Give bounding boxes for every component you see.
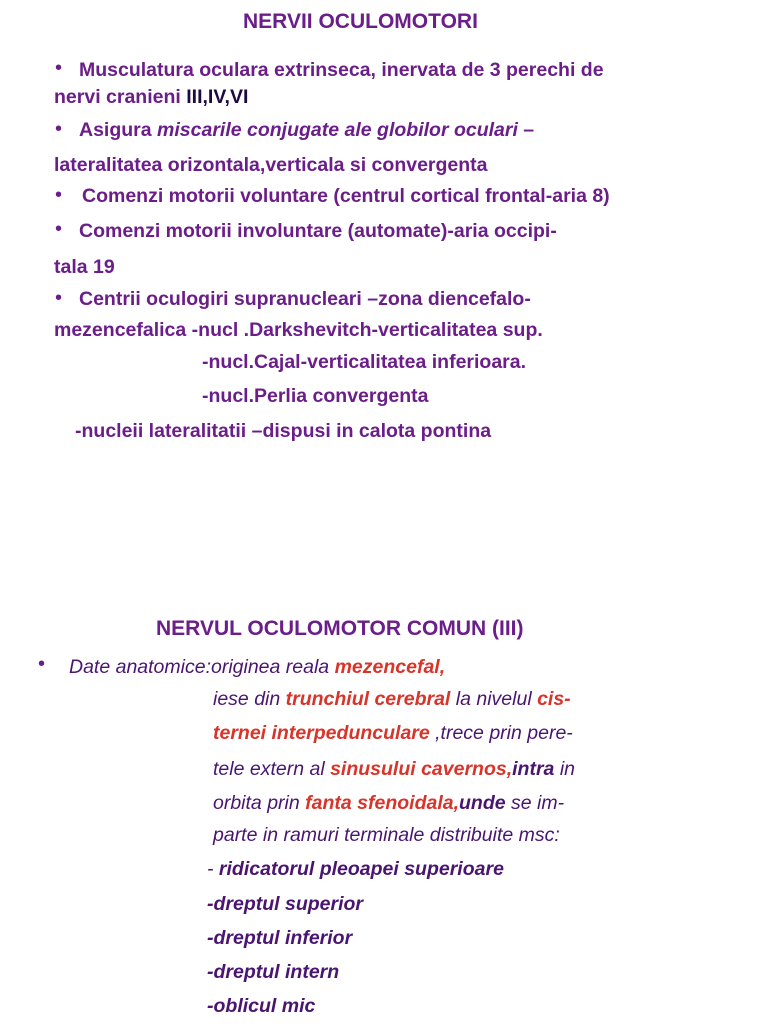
- bullet-text: Comenzi motorii voluntare (centrul cortical frontal-aria 8): [82, 185, 610, 207]
- bullet-text: Musculatura oculara extrinseca, inervata de 3 perechi de: [79, 59, 604, 81]
- muscle-item: -oblicul mic: [207, 995, 316, 1017]
- bullet-icon: •: [38, 653, 46, 675]
- bullet-icon: •: [55, 118, 63, 140]
- description-line: Date anatomice:originea reala mezencefal,: [69, 656, 446, 678]
- description-line: tele extern al sinusului cavernos,intra in: [213, 758, 576, 780]
- muscle-item: -dreptul superior: [207, 893, 364, 915]
- bullet-text: lateralitatea orizontala,verticala si convergenta: [54, 154, 488, 176]
- section-title: NERVII OCULOMOTORI: [243, 10, 478, 33]
- bullet-text: Centrii oculogiri supranucleari –zona diencefalo-: [79, 288, 531, 310]
- bullet-text: mezencefalica -nucl .Darkshevitch-verticalitatea sup.: [54, 319, 543, 341]
- muscle-item: -dreptul intern: [207, 961, 340, 983]
- bullet-text: Asigura miscarile conjugate ale globilor oculari –: [79, 119, 535, 141]
- description-line: orbita prin fanta sfenoidala,unde se im-: [213, 792, 565, 814]
- muscle-item: -dreptul inferior: [207, 927, 353, 949]
- bullet-text: Comenzi motorii involuntare (automate)-aria occipi-: [79, 220, 557, 242]
- bullet-icon: •: [55, 287, 63, 309]
- description-line: ternei interpedunculare ,trece prin pere-: [213, 722, 573, 744]
- bullet-icon: •: [55, 184, 63, 206]
- bullet-text: tala 19: [54, 256, 115, 278]
- bullet-icon: •: [55, 218, 63, 240]
- bullet-text: -nucl.Perlia convergenta: [202, 385, 429, 407]
- bullet-text: -nucl.Cajal-verticalitatea inferioara.: [202, 351, 527, 373]
- bullet-text: -nucleii lateralitatii –dispusi in calota pontina: [75, 420, 492, 442]
- description-line: iese din trunchiul cerebral la nivelul cis-: [213, 688, 571, 710]
- section-title: NERVUL OCULOMOTOR COMUN (III): [156, 617, 524, 640]
- muscle-item: - ridicatorul pleoapei superioare: [207, 858, 504, 880]
- bullet-text: nervi cranieni III,IV,VI: [54, 86, 249, 108]
- bullet-icon: •: [55, 57, 63, 79]
- nerve-numbers: III,IV,VI: [186, 86, 249, 108]
- description-line: parte in ramuri terminale distribuite msc:: [213, 824, 560, 846]
